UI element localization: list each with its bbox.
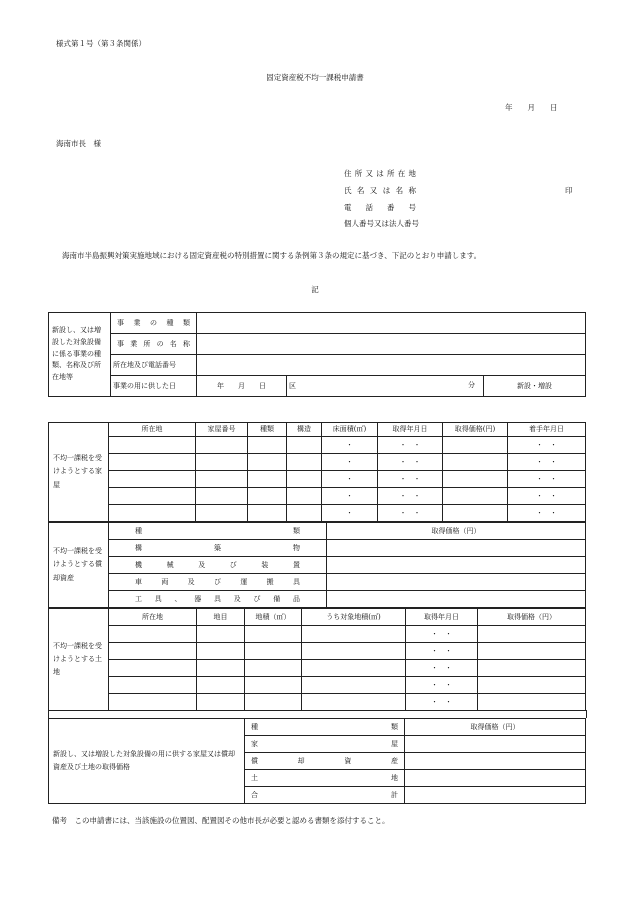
asset-machinery-price[interactable] [327, 557, 586, 574]
total-house: 家屋 [245, 736, 405, 753]
table-row [49, 694, 586, 711]
col-kind: 種類 [248, 423, 287, 437]
ku-label: 区 [289, 381, 296, 390]
table-row [49, 488, 586, 505]
section2-heading: 不均一課税を受けようとする家屋 [49, 423, 109, 522]
body-text: 海南市半島振興対策実施地域における固定資産税の特別措置に関する条例第３条の規定に基づき、下記のとおり申請します。 [62, 251, 482, 260]
total-land-price[interactable] [405, 770, 586, 787]
col-start-date: 着手年月日 [508, 423, 586, 437]
business-type-value[interactable] [197, 313, 586, 334]
location-phone-value[interactable] [197, 355, 586, 376]
asset-structures: 構築物 [109, 540, 327, 557]
total-sum: 合計 [245, 787, 405, 804]
date-dots[interactable]: ・ ・ [508, 471, 586, 488]
classification-cell [287, 376, 484, 397]
date-dots[interactable]: ・ ・ [378, 454, 443, 471]
date-dots[interactable]: ・ ・ [378, 437, 443, 454]
total-land: 土地 [245, 770, 405, 787]
addressee: 海南市長 様 [56, 139, 101, 148]
col-location: 所在地 [109, 423, 196, 437]
col-land-area: 地積（㎡） [245, 609, 302, 626]
date-dots[interactable]: ・ ・ [378, 488, 443, 505]
date-dots[interactable]: ・ ・ [406, 626, 478, 643]
date-dots[interactable]: ・ ・ [406, 643, 478, 660]
table-row [49, 437, 586, 454]
table-row [49, 643, 586, 660]
date-line: 年 月 日 [505, 103, 558, 112]
asset-vehicles-price[interactable] [327, 574, 586, 591]
table-row [49, 454, 586, 471]
row-label-office-name: 事業所の名称 [111, 334, 197, 355]
dot-separator[interactable]: ・ [322, 471, 378, 488]
date-dots[interactable]: ・ ・ [406, 677, 478, 694]
depreciable-asset-table [48, 522, 586, 608]
col-asset-kind: 種類 [109, 523, 327, 540]
new-expand-option[interactable]: 新設・増設 [484, 376, 586, 397]
asset-structures-price[interactable] [327, 540, 586, 557]
col-land-location: 所在地 [109, 609, 197, 626]
dot-separator[interactable]: ・ [322, 505, 378, 522]
acquisition-total-table [48, 718, 586, 804]
spacer-row [48, 710, 587, 718]
bun-label: 分 [468, 381, 475, 389]
table-row [49, 677, 586, 694]
service-date-value[interactable]: 年 月 日 [197, 376, 287, 397]
col-floor-area: 床面積(㎡) [322, 423, 378, 437]
table-row [49, 660, 586, 677]
section4-heading: 不均一課税を受けようとする土地 [49, 609, 109, 711]
total-sum-price[interactable] [405, 787, 586, 804]
dot-separator[interactable]: ・ [322, 454, 378, 471]
date-dots[interactable]: ・ ・ [378, 471, 443, 488]
land-table [48, 608, 586, 711]
col-acquired-date: 取得年月日 [378, 423, 443, 437]
asset-tools-price[interactable] [327, 591, 586, 608]
col-total-price: 取得価格（円） [405, 719, 586, 736]
row-label-business-type: 事業の種類 [111, 313, 197, 334]
col-structure: 構造 [287, 423, 322, 437]
id-number-label: 個人番号又は法人番号 [344, 219, 419, 228]
date-dots[interactable]: ・ ・ [508, 505, 586, 522]
section1-heading: 新設し、又は増設した対象設備に係る事業の種類、名称及び所在地等 [49, 313, 111, 397]
col-target-area: うち対象地積(㎡) [302, 609, 406, 626]
asset-tools: 工具、器具及び備品 [109, 591, 327, 608]
table-row [49, 626, 586, 643]
remarks-note: 備考 この申請書には、当該施設の位置図、配置図その他市長が必要と認める書類を添付すること。 [52, 816, 390, 825]
col-acquired-price: 取得価格(円) [443, 423, 508, 437]
col-total-kind: 種類 [245, 719, 405, 736]
seal-mark: 印 [565, 186, 573, 195]
total-depreciable: 償却資産 [245, 753, 405, 770]
form-number: 様式第１号（第３条関係） [56, 39, 146, 48]
table-row [49, 471, 586, 488]
col-land-category: 地目 [197, 609, 245, 626]
business-info-table [48, 312, 586, 397]
section3-heading: 不均一課税を受けようとする償却資産 [49, 523, 109, 608]
date-dots[interactable]: ・ ・ [508, 488, 586, 505]
total-depreciable-price[interactable] [405, 753, 586, 770]
col-asset-price: 取得価格（円） [327, 523, 586, 540]
date-dots[interactable]: ・ ・ [508, 454, 586, 471]
date-dots[interactable]: ・ ・ [378, 505, 443, 522]
phone-label: 電話番号 [344, 203, 416, 212]
row-label-location-phone: 所在地及び電話番号 [111, 355, 197, 376]
col-land-acquired-date: 取得年月日 [406, 609, 478, 626]
total-house-price[interactable] [405, 736, 586, 753]
date-dots[interactable]: ・ ・ [508, 437, 586, 454]
asset-machinery: 機械及び装置 [109, 557, 327, 574]
house-table [48, 422, 586, 522]
date-dots[interactable]: ・ ・ [406, 660, 478, 677]
dot-separator[interactable]: ・ [322, 488, 378, 505]
office-name-value[interactable] [197, 334, 586, 355]
dot-separator[interactable]: ・ [322, 437, 378, 454]
table-row [49, 505, 586, 522]
asset-vehicles: 車両及び運搬具 [109, 574, 327, 591]
col-house-number: 家屋番号 [196, 423, 248, 437]
address-label: 住所又は所在地 [344, 169, 416, 178]
name-label: 氏名又は名称 [344, 186, 416, 195]
record-mark: 記 [311, 285, 319, 294]
date-dots[interactable]: ・ ・ [406, 694, 478, 711]
document-title: 固定資産税不均一課税申請書 [266, 73, 364, 82]
row-label-service-date: 事業の用に供した日 [111, 376, 197, 397]
col-land-price: 取得価格（円） [478, 609, 586, 626]
section5-heading: 新設し、又は増設した対象設備の用に供する家屋又は償却資産及び土地の取得価格 [49, 719, 245, 804]
